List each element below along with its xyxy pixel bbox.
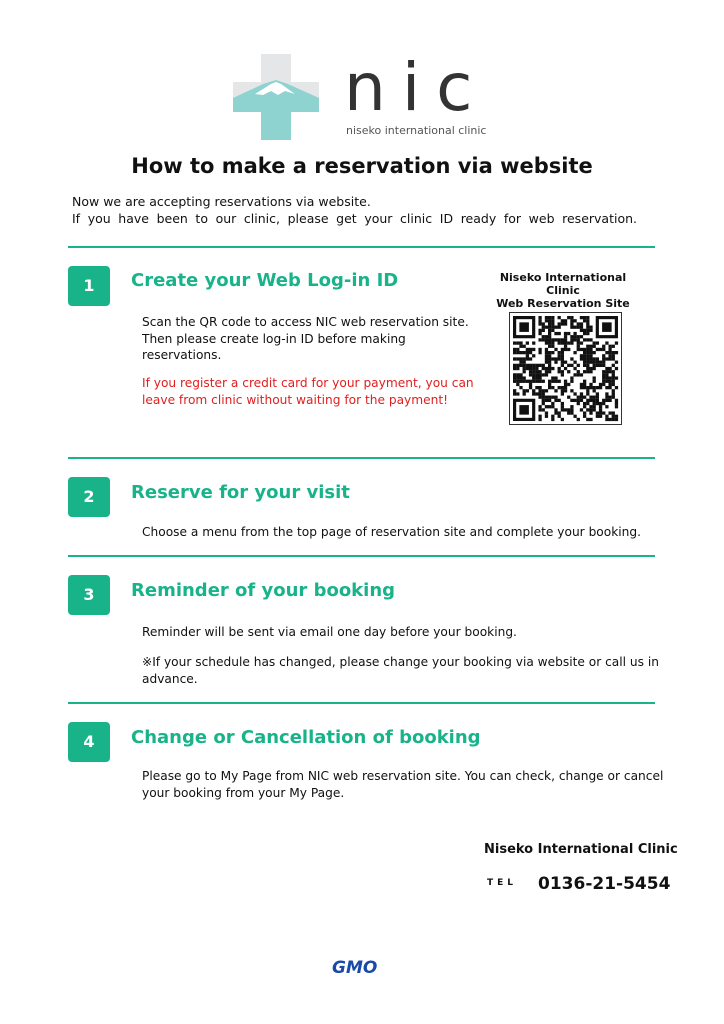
step-4-title: Change or Cancellation of booking <box>131 727 481 748</box>
page-title: How to make a reservation via website <box>131 154 593 178</box>
divider <box>68 702 655 704</box>
step-4-text: Please go to My Page from NIC web reservation site. You can check, change or cancel your booking from your My Page. <box>142 769 664 800</box>
qr-title: Niseko International Clinic Web Reservation Site <box>496 271 630 310</box>
tel-number[interactable]: 0136-21-5454 <box>538 874 671 894</box>
step-2-badge: 2 <box>68 477 110 517</box>
step-3-badge: 3 <box>68 575 110 615</box>
qr-code[interactable] <box>509 312 622 425</box>
mountain-cross-icon <box>233 54 319 140</box>
step-3-note: ※If your schedule has changed, please change your booking via website or call us in advance. <box>142 655 659 686</box>
divider <box>68 246 655 248</box>
tel-label: TEL <box>487 878 518 888</box>
step-1-credit-card-note: If you register a credit card for your payment, you can leave from clinic without waiting for the payment! <box>142 376 474 407</box>
step-1-badge: 1 <box>68 266 110 306</box>
step-1-text: Scan the QR code to access NIC web reservation site. Then please create log-in ID before making reservations. <box>142 315 469 362</box>
clinic-logo-cross <box>233 54 319 140</box>
intro-line-1: Now we are accepting reservations via website. <box>72 194 371 209</box>
intro-line-2: If you have been to our clinic, please get your clinic ID ready for web reservation. <box>72 211 637 226</box>
qr-code-image <box>510 313 621 424</box>
divider <box>68 555 655 557</box>
logo-wordmark: nic <box>344 49 489 126</box>
gmo-logo: GMO <box>332 958 378 978</box>
step-4-badge: 4 <box>68 722 110 762</box>
step-3-title: Reminder of your booking <box>131 580 396 601</box>
step-2-text: Choose a menu from the top page of reservation site and complete your booking. <box>142 525 641 539</box>
step-3-text: Reminder will be sent via email one day before your booking. <box>142 625 517 639</box>
step-2-title: Reserve for your visit <box>131 482 350 503</box>
step-1-title: Create your Web Log-in ID <box>131 270 399 291</box>
footer-clinic-name: Niseko International Clinic <box>484 842 678 857</box>
logo-subtitle: niseko international clinic <box>346 124 487 137</box>
divider <box>68 457 655 459</box>
